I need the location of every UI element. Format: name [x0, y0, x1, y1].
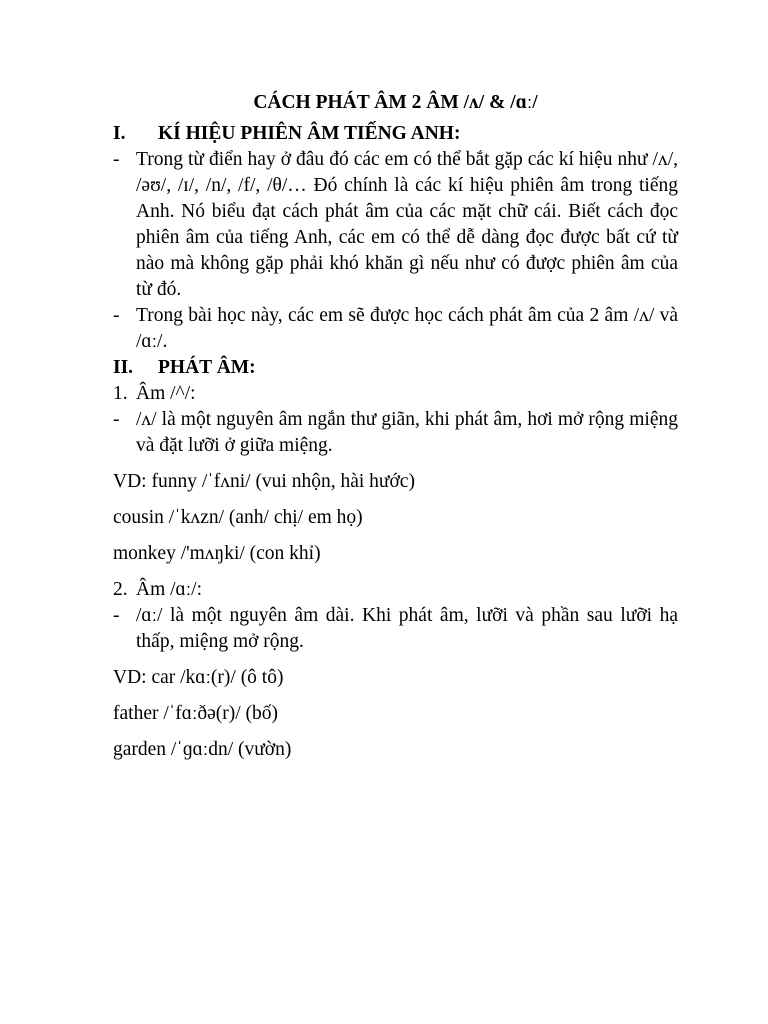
bullet-marker: -: [113, 409, 120, 430]
subsection-2-bullet: [113, 603, 678, 655]
example-line: monkey /'mʌŋki/ (con khỉ): [113, 543, 321, 564]
bullet-marker: -: [113, 149, 120, 170]
spacer: [113, 567, 678, 577]
bullet-text: /ɑː/ là một nguyên âm dài. Khi phát âm, lưỡi và phần sau lưỡi hạ thấp, miệng mở rộng.: [136, 605, 678, 652]
subsection-number: 1.: [113, 383, 128, 404]
example-line: cousin /ˈkʌzn/ (anh/ chị/ em họ): [113, 507, 363, 528]
section-2-title: PHÁT ÂM:: [158, 357, 256, 378]
subsection-title: Âm /ɑː/:: [136, 579, 202, 600]
bullet-marker: -: [113, 605, 120, 626]
section-1-heading: [113, 121, 678, 147]
example-line: VD: car /kɑː(r)/ (ô tô): [113, 667, 284, 688]
bullet-text: /ʌ/ là một nguyên âm ngắn thư giãn, khi phát âm, hơi mở rộng miệng và đặt lưỡi ở giữa miệng.: [136, 409, 678, 456]
section-1-number: I.: [113, 123, 126, 144]
example-line: father /ˈfɑːðə(r)/ (bố): [113, 703, 279, 724]
subsection-1-bullet: [113, 407, 678, 459]
subsection-title: Âm /^/:: [136, 383, 196, 404]
subsection-1-heading: [113, 381, 678, 407]
document-page: [113, 91, 678, 763]
example-line: garden /ˈɡɑːdn/ (vườn): [113, 739, 292, 760]
section-1-bullet: [113, 303, 678, 355]
bullet-text: Trong từ điển hay ở đâu đó các em có thể bắt gặp các kí hiệu như /ʌ/, /əʊ/, /ɪ/, /n/, /f/, /θ/… Đó chính là các kí hiệu phiên âm trong tiếng Anh. Nó biểu đạt cách phát âm của các mặt chữ cái. Biết cách đọc phiên âm của tiếng Anh, các em có thể dễ dàng đọc được bất cứ từ nào mà không gặp phải khó khăn gì nếu như có được phiên âm của từ đó.: [136, 149, 678, 300]
document-title: CÁCH PHÁT ÂM 2 ÂM /ʌ/ & /ɑː/: [253, 92, 538, 113]
bullet-text: Trong bài học này, các em sẽ được học cách phát âm của 2 âm /ʌ/ và /ɑː/.: [136, 305, 678, 352]
section-2-heading: [113, 355, 678, 381]
subsection-2-heading: [113, 577, 678, 603]
subsection-number: 2.: [113, 579, 128, 600]
section-1-title: KÍ HIỆU PHIÊN ÂM TIẾNG ANH:: [158, 123, 461, 144]
bullet-marker: -: [113, 305, 120, 326]
section-2-number: II.: [113, 357, 134, 378]
example-line: VD: funny /ˈfʌni/ (vui nhộn, hài hước): [113, 471, 415, 492]
section-1-bullet: [113, 147, 678, 303]
